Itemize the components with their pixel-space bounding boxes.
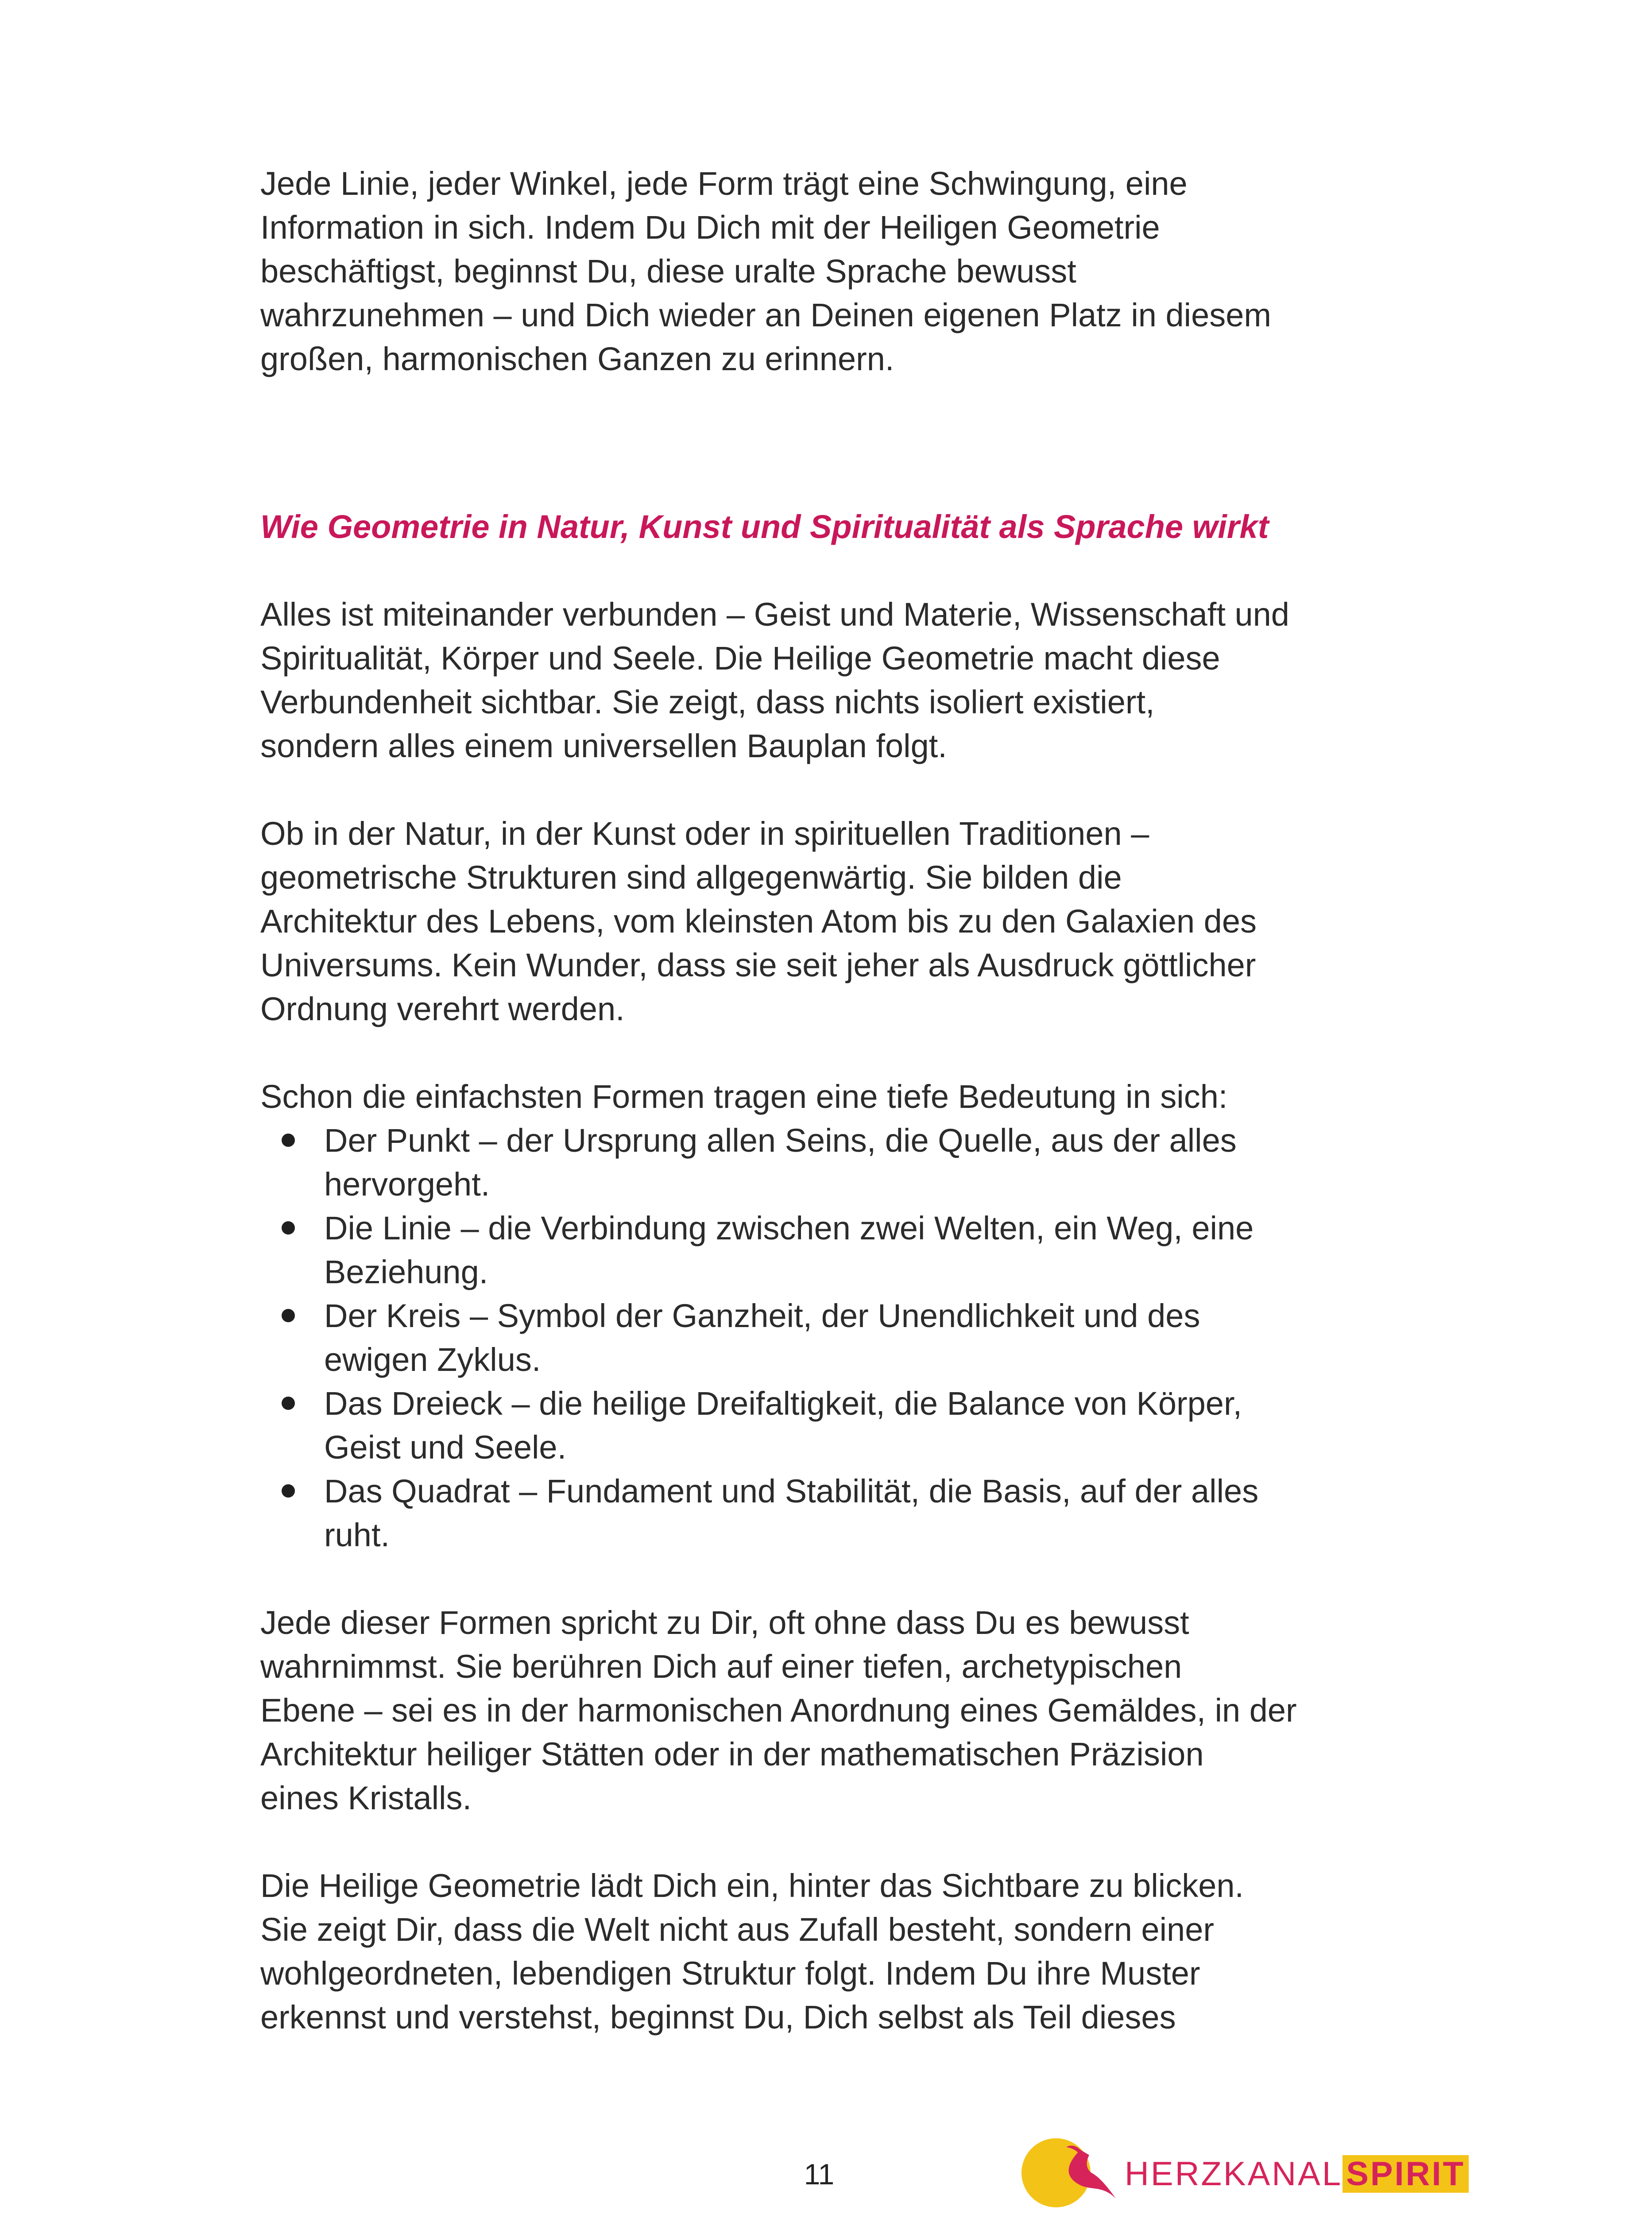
list-item-text: Der Kreis – Symbol der Ganzheit, der Unendlichkeit und des ewigen Zyklus. [324,1297,1200,1378]
list-item-text: Das Quadrat – Fundament und Stabilität, die Basis, auf der alles ruht. [324,1473,1259,1553]
shapes-list [260,1119,1412,1557]
brand-text-accent: SPIRIT [1342,2155,1469,2193]
list-item [260,1294,1412,1382]
intro-paragraph: Jede Linie, jeder Winkel, jede Form trägt eine Schwingung, eine Information in sich. Indem Du Dich mit der Heiligen Geometrie beschäftigst, beginnst Du, diese uralte Sprache bewusst wahrzunehmen – und Dich wieder an Deinen eigenen Platz in diesem großen, harmonischen Ganzen zu erinnern. [260,165,1272,377]
paragraph-archetypes: Jede dieser Formen spricht zu Dir, oft ohne dass Du es bewusst wahrnimmst. Sie berühren Dich auf einer tiefen, archetypischen Ebene – sei es in der harmonischen Anordnung eines Gemäldes, in der Architektur heiliger Stätten oder in der mathematischen Präzision eines Kristalls. [260,1604,1297,1816]
spacer [260,549,1412,592]
list-intro: Schon die einfachsten Formen tragen eine tiefe Bedeutung in sich: [260,1078,1228,1115]
sun-bird-icon [1014,2132,1129,2207]
page-number: 11 [804,2158,835,2191]
spacer [260,1031,1412,1075]
bullet-icon [282,1397,295,1410]
spacer [260,1557,1412,1601]
paragraph-connectedness: Alles ist miteinander verbunden – Geist und Materie, Wissenschaft und Spiritualität, Körper und Seele. Die Heilige Geometrie macht diese Verbundenheit sichtbar. Sie zeigt, dass nichts isoliert existiert, sondern alles einem universellen Bauplan folgt. [260,596,1289,764]
spacer [260,1820,1412,1864]
section-heading: Wie Geometrie in Natur, Kunst und Spiritualität als Sprache wirkt [260,508,1269,545]
page-content [260,162,1412,2039]
list-item [260,1382,1412,1469]
list-item [260,1469,1412,1557]
spacer [260,381,1412,505]
brand-text-main: HERZKANAL [1125,2155,1343,2193]
list-item [260,1206,1412,1294]
list-item-text: Die Linie – die Verbindung zwischen zwei Welten, ein Weg, eine Beziehung. [324,1210,1254,1290]
spacer [260,768,1412,812]
paragraph-invitation: Die Heilige Geometrie lädt Dich ein, hinter das Sichtbare zu blicken. Sie zeigt Dir, dass die Welt nicht aus Zufall besteht, sondern einer wohlgeordneten, lebendigen Struktur folgt. Indem Du ihre Muster erkennst und verstehst, beginnst Du, Dich selbst als Teil dieses [260,1867,1244,2036]
bullet-icon [282,1309,295,1322]
bullet-icon [282,1134,295,1147]
list-item-text: Der Punkt – der Ursprung allen Seins, die Quelle, aus der alles hervorgeht. [324,1122,1237,1203]
list-item [260,1119,1412,1206]
brand-wordmark [1125,2156,1469,2192]
bullet-icon [282,1484,295,1498]
brand-logo [1014,2132,1479,2207]
bullet-icon [282,1221,295,1235]
paragraph-structures: Ob in der Natur, in der Kunst oder in spirituellen Traditionen – geometrische Strukturen sind allgegenwärtig. Sie bilden die Architektur des Lebens, vom kleinsten Atom bis zu den Galaxien des Universums. Kein Wunder, dass sie seit jeher als Ausdruck göttlicher Ordnung verehrt werden. [260,815,1257,1027]
list-item-text: Das Dreieck – die heilige Dreifaltigkeit, die Balance von Körper, Geist und Seele. [324,1385,1242,1466]
